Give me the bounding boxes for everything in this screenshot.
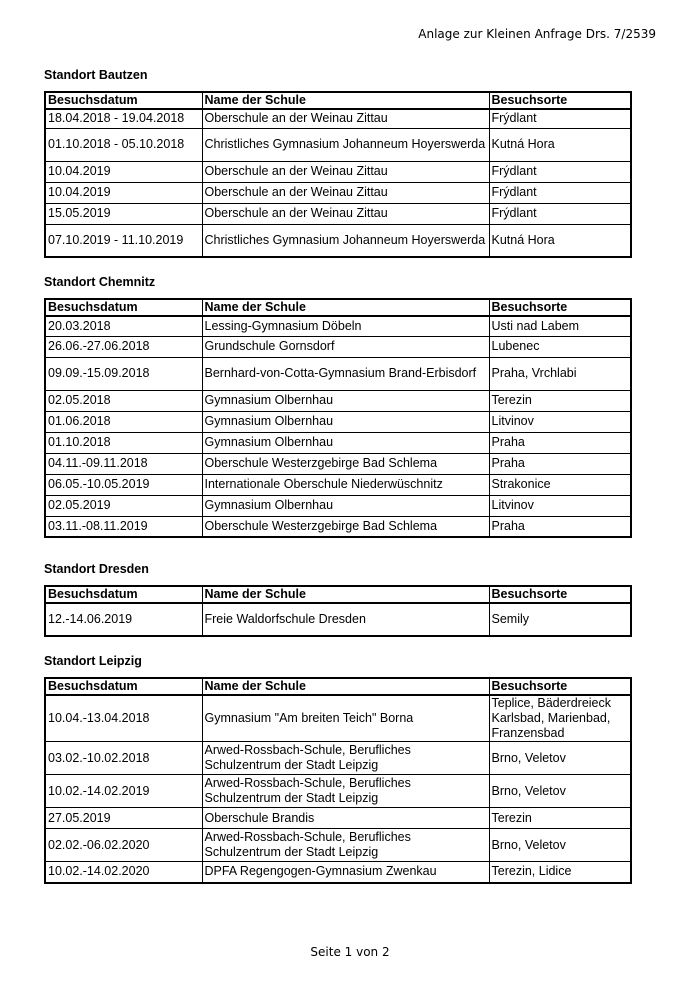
table-header-row [45,299,631,316]
cell-places: Praha, Vrchlabi [489,357,631,390]
cell-school: DPFA Regengogen-Gymnasium Zwenkau [202,862,489,883]
table-row [45,603,631,636]
table-row [45,516,631,537]
cell-date: 07.10.2019 - 11.10.2019 [45,224,202,257]
column-header-places: Besuchsorte [489,92,631,109]
cell-places: Teplice, Bäderdreieck Karlsbad, Marienbad, Franzensbad [489,695,631,742]
cell-places: Semily [489,603,631,636]
cell-date: 06.05.-10.05.2019 [45,474,202,495]
cell-school: Oberschule Westerzgebirge Bad Schlema [202,516,489,537]
cell-school: Grundschule Gornsdorf [202,336,489,357]
visits-table [44,298,632,538]
cell-school: Christliches Gymnasium Johanneum Hoyerswerda [202,128,489,161]
cell-date: 26.06.-27.06.2018 [45,336,202,357]
cell-school: Oberschule an der Weinau Zittau [202,161,489,182]
cell-places: Kutná Hora [489,128,631,161]
cell-date: 09.09.-15.09.2018 [45,357,202,390]
cell-places: Terezin, Lidice [489,862,631,883]
table-row [45,862,631,883]
cell-school: Gymnasium Olbernhau [202,390,489,411]
section-bautzen [44,67,630,258]
cell-date: 10.02.-14.02.2020 [45,862,202,883]
column-header-date: Besuchsdatum [45,586,202,603]
cell-places: Frýdlant [489,203,631,224]
cell-date: 12.-14.06.2019 [45,603,202,636]
cell-date: 10.04.2019 [45,161,202,182]
table-row [45,316,631,336]
cell-places: Frýdlant [489,182,631,203]
cell-school: Oberschule an der Weinau Zittau [202,203,489,224]
cell-school: Gymnasium Olbernhau [202,411,489,432]
table-row [45,742,631,775]
table-row [45,336,631,357]
cell-date: 27.05.2019 [45,808,202,829]
table-row [45,453,631,474]
table-row [45,161,631,182]
table-row [45,474,631,495]
column-header-school: Name der Schule [202,678,489,695]
cell-school: Oberschule an der Weinau Zittau [202,182,489,203]
cell-date: 02.05.2019 [45,495,202,516]
cell-places: Frýdlant [489,109,631,128]
column-header-places: Besuchsorte [489,586,631,603]
cell-school: Arwed-Rossbach-Schule, Berufliches Schulzentrum der Stadt Leipzig [202,742,489,775]
section-title: Standort Leipzig [44,654,142,668]
cell-places: Terezin [489,808,631,829]
cell-date: 01.10.2018 [45,432,202,453]
cell-school: Bernhard-von-Cotta-Gymnasium Brand-Erbisdorf [202,357,489,390]
column-header-date: Besuchsdatum [45,678,202,695]
cell-school: Oberschule Westerzgebirge Bad Schlema [202,453,489,474]
table-header-row [45,92,631,109]
cell-school: Christliches Gymnasium Johanneum Hoyerswerda [202,224,489,257]
table-row [45,224,631,257]
cell-school: Internationale Oberschule Niederwüschnitz [202,474,489,495]
cell-school: Gymnasium Olbernhau [202,495,489,516]
cell-date: 04.11.-09.11.2018 [45,453,202,474]
table-row [45,128,631,161]
table-row [45,829,631,862]
table-row [45,390,631,411]
visits-table [44,677,632,884]
cell-places: Brno, Veletov [489,742,631,775]
cell-date: 10.02.-14.02.2019 [45,775,202,808]
document-header-note: Anlage zur Kleinen Anfrage Drs. 7/2539 [418,27,656,41]
table-row [45,695,631,742]
cell-date: 02.05.2018 [45,390,202,411]
section-title: Standort Bautzen [44,68,148,82]
table-row [45,203,631,224]
table-row [45,357,631,390]
table-row [45,775,631,808]
cell-places: Praha [489,516,631,537]
cell-places: Praha [489,432,631,453]
section-title: Standort Chemnitz [44,275,156,289]
cell-places: Praha [489,453,631,474]
column-header-school: Name der Schule [202,299,489,316]
table-row [45,411,631,432]
cell-date: 10.04.-13.04.2018 [45,695,202,742]
page-number: Seite 1 von 2 [310,945,390,959]
cell-places: Brno, Veletov [489,829,631,862]
column-header-date: Besuchsdatum [45,92,202,109]
cell-places: Kutná Hora [489,224,631,257]
section-chemnitz [44,274,630,538]
section-title: Standort Dresden [44,562,149,576]
cell-date: 20.03.2018 [45,316,202,336]
column-header-school: Name der Schule [202,586,489,603]
column-header-date: Besuchsdatum [45,299,202,316]
cell-places: Litvinov [489,411,631,432]
cell-school: Oberschule an der Weinau Zittau [202,109,489,128]
table-row [45,182,631,203]
table-row [45,808,631,829]
cell-places: Lubenec [489,336,631,357]
section-dresden [44,561,630,637]
table-header-row [45,678,631,695]
cell-date: 03.11.-08.11.2019 [45,516,202,537]
cell-date: 15.05.2019 [45,203,202,224]
cell-date: 01.06.2018 [45,411,202,432]
visits-table [44,585,632,637]
cell-school: Arwed-Rossbach-Schule, Berufliches Schulzentrum der Stadt Leipzig [202,829,489,862]
cell-school: Arwed-Rossbach-Schule, Berufliches Schulzentrum der Stadt Leipzig [202,775,489,808]
visits-table [44,91,632,258]
table-row [45,432,631,453]
cell-places: Brno, Veletov [489,775,631,808]
cell-date: 18.04.2018 - 19.04.2018 [45,109,202,128]
column-header-school: Name der Schule [202,92,489,109]
column-header-places: Besuchsorte [489,299,631,316]
cell-date: 10.04.2019 [45,182,202,203]
table-row [45,495,631,516]
column-header-places: Besuchsorte [489,678,631,695]
cell-date: 03.02.-10.02.2018 [45,742,202,775]
table-header-row [45,586,631,603]
cell-places: Frýdlant [489,161,631,182]
cell-school: Freie Waldorfschule Dresden [202,603,489,636]
cell-school: Gymnasium "Am breiten Teich" Borna [202,695,489,742]
cell-school: Gymnasium Olbernhau [202,432,489,453]
cell-date: 02.02.-06.02.2020 [45,829,202,862]
cell-places: Usti nad Labem [489,316,631,336]
section-leipzig [44,653,630,884]
cell-places: Strakonice [489,474,631,495]
cell-school: Oberschule Brandis [202,808,489,829]
cell-date: 01.10.2018 - 05.10.2018 [45,128,202,161]
table-row [45,109,631,128]
cell-places: Terezin [489,390,631,411]
cell-places: Litvinov [489,495,631,516]
cell-school: Lessing-Gymnasium Döbeln [202,316,489,336]
